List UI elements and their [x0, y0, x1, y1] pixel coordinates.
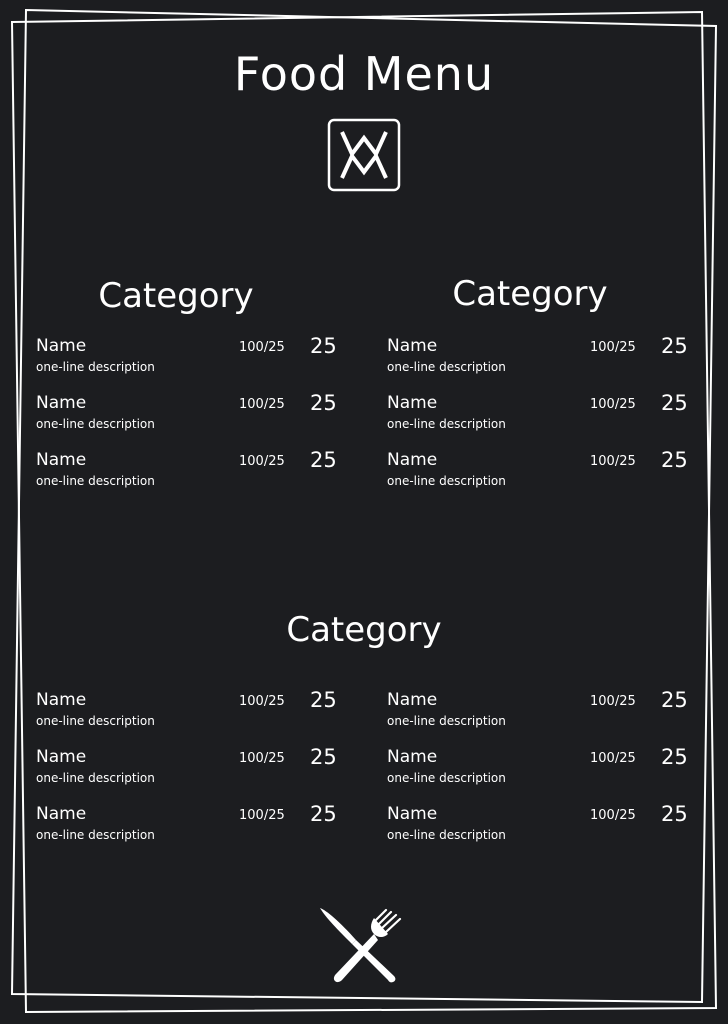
item-name: Name: [36, 804, 87, 824]
item-price: 25: [310, 745, 337, 769]
item-price: 25: [661, 688, 688, 712]
item-portion: 100/25: [590, 808, 636, 823]
item-name: Name: [36, 336, 87, 356]
category-heading: Category: [452, 274, 608, 314]
item-name: Name: [387, 450, 438, 470]
menu-item: [36, 336, 336, 380]
item-price: 25: [661, 334, 688, 358]
item-description: one-line description: [36, 360, 155, 374]
item-name: Name: [36, 747, 87, 767]
item-portion: 100/25: [590, 694, 636, 709]
item-name: Name: [387, 690, 438, 710]
item-description: one-line description: [36, 474, 155, 488]
item-name: Name: [36, 450, 87, 470]
item-price: 25: [661, 802, 688, 826]
menu-item: [387, 393, 687, 437]
item-price: 25: [310, 448, 337, 472]
item-portion: 100/25: [239, 751, 285, 766]
item-description: one-line description: [387, 771, 506, 785]
item-portion: 100/25: [590, 751, 636, 766]
item-description: one-line description: [387, 714, 506, 728]
menu-item: [36, 747, 336, 791]
item-price: 25: [661, 448, 688, 472]
item-portion: 100/25: [239, 340, 285, 355]
menu-item: [36, 690, 336, 734]
menu-item: [387, 690, 687, 734]
item-name: Name: [387, 336, 438, 356]
item-description: one-line description: [387, 360, 506, 374]
item-portion: 100/25: [239, 808, 285, 823]
category-heading: Category: [286, 610, 442, 650]
item-price: 25: [310, 802, 337, 826]
item-portion: 100/25: [239, 397, 285, 412]
item-description: one-line description: [36, 417, 155, 431]
item-name: Name: [387, 804, 438, 824]
item-description: one-line description: [387, 417, 506, 431]
menu-title: Food Menu: [233, 47, 495, 101]
item-portion: 100/25: [590, 397, 636, 412]
item-portion: 100/25: [590, 340, 636, 355]
wm-monogram-icon: [327, 118, 401, 192]
menu-item: [36, 804, 336, 848]
item-name: Name: [36, 690, 87, 710]
category-heading: Category: [98, 276, 254, 316]
menu-item: [36, 393, 336, 437]
item-description: one-line description: [36, 771, 155, 785]
item-description: one-line description: [387, 474, 506, 488]
item-name: Name: [387, 747, 438, 767]
item-price: 25: [310, 391, 337, 415]
item-name: Name: [36, 393, 87, 413]
item-description: one-line description: [387, 828, 506, 842]
item-price: 25: [310, 688, 337, 712]
item-price: 25: [310, 334, 337, 358]
menu-item: [387, 336, 687, 380]
item-portion: 100/25: [590, 454, 636, 469]
menu-item: [387, 804, 687, 848]
menu-item: [387, 747, 687, 791]
item-portion: 100/25: [239, 694, 285, 709]
item-name: Name: [387, 393, 438, 413]
item-description: one-line description: [36, 714, 155, 728]
item-price: 25: [661, 391, 688, 415]
knife-fork-icon: [316, 904, 412, 984]
item-description: one-line description: [36, 828, 155, 842]
menu-item: [387, 450, 687, 494]
item-price: 25: [661, 745, 688, 769]
menu-item: [36, 450, 336, 494]
item-portion: 100/25: [239, 454, 285, 469]
